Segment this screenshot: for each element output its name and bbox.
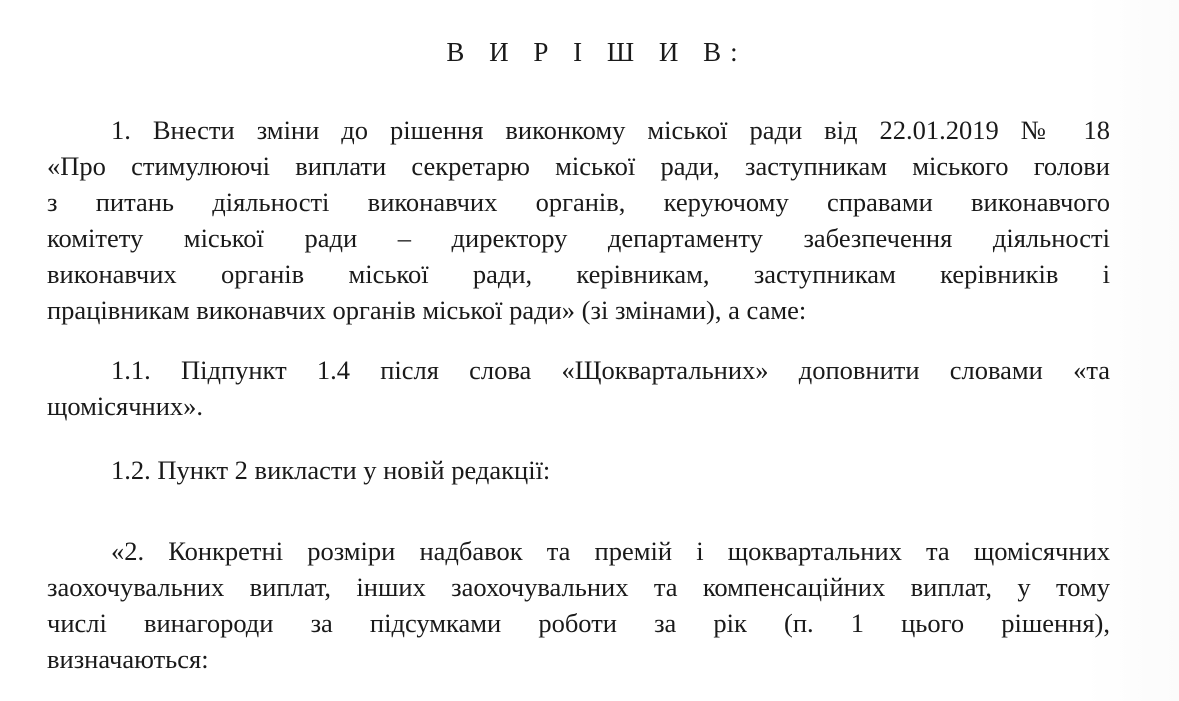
text-line: заохочувальних виплат, інших заохочувальних та компенсаційних виплат, у тому	[47, 572, 1110, 602]
text-line: 1.2. Пункт 2 викласти у новій редакції:	[111, 455, 551, 485]
paragraph-item-1	[47, 112, 1110, 328]
paragraph-item-2-quote	[47, 533, 1110, 677]
paragraph-item-1-1	[47, 352, 1110, 424]
text-line: «2. Конкретні розміри надбавок та премій і щоквартальних та щомісячних	[111, 536, 1110, 566]
text-line: виконавчих органів міської ради, керівникам, заступникам керівників і	[47, 259, 1110, 289]
text-line: визначаються:	[47, 644, 209, 674]
text-line: комітету міської ради – директору департаменту забезпечення діяльності	[47, 223, 1110, 253]
decision-heading: В И Р І Ш И В:	[446, 37, 747, 67]
text-line: «Про стимулюючі виплати секретарю міської ради, заступникам міського голови	[47, 151, 1110, 181]
text-line: числі винагороди за підсумками роботи за рік (п. 1 цього рішення),	[47, 608, 1110, 638]
text-line: 1.1. Підпункт 1.4 після слова «Щоквартальних» доповнити словами «та	[111, 355, 1110, 385]
text-line: 1. Внести зміни до рішення виконкому міської ради від 22.01.2019 № 18	[111, 115, 1110, 145]
text-line: з питань діяльності виконавчих органів, керуючому справами виконавчого	[47, 187, 1110, 217]
text-line: щомісячних».	[47, 391, 204, 421]
text-line: працівникам виконавчих органів міської ради» (зі змінами), а саме:	[47, 295, 807, 325]
paragraph-item-1-2	[47, 452, 1110, 488]
